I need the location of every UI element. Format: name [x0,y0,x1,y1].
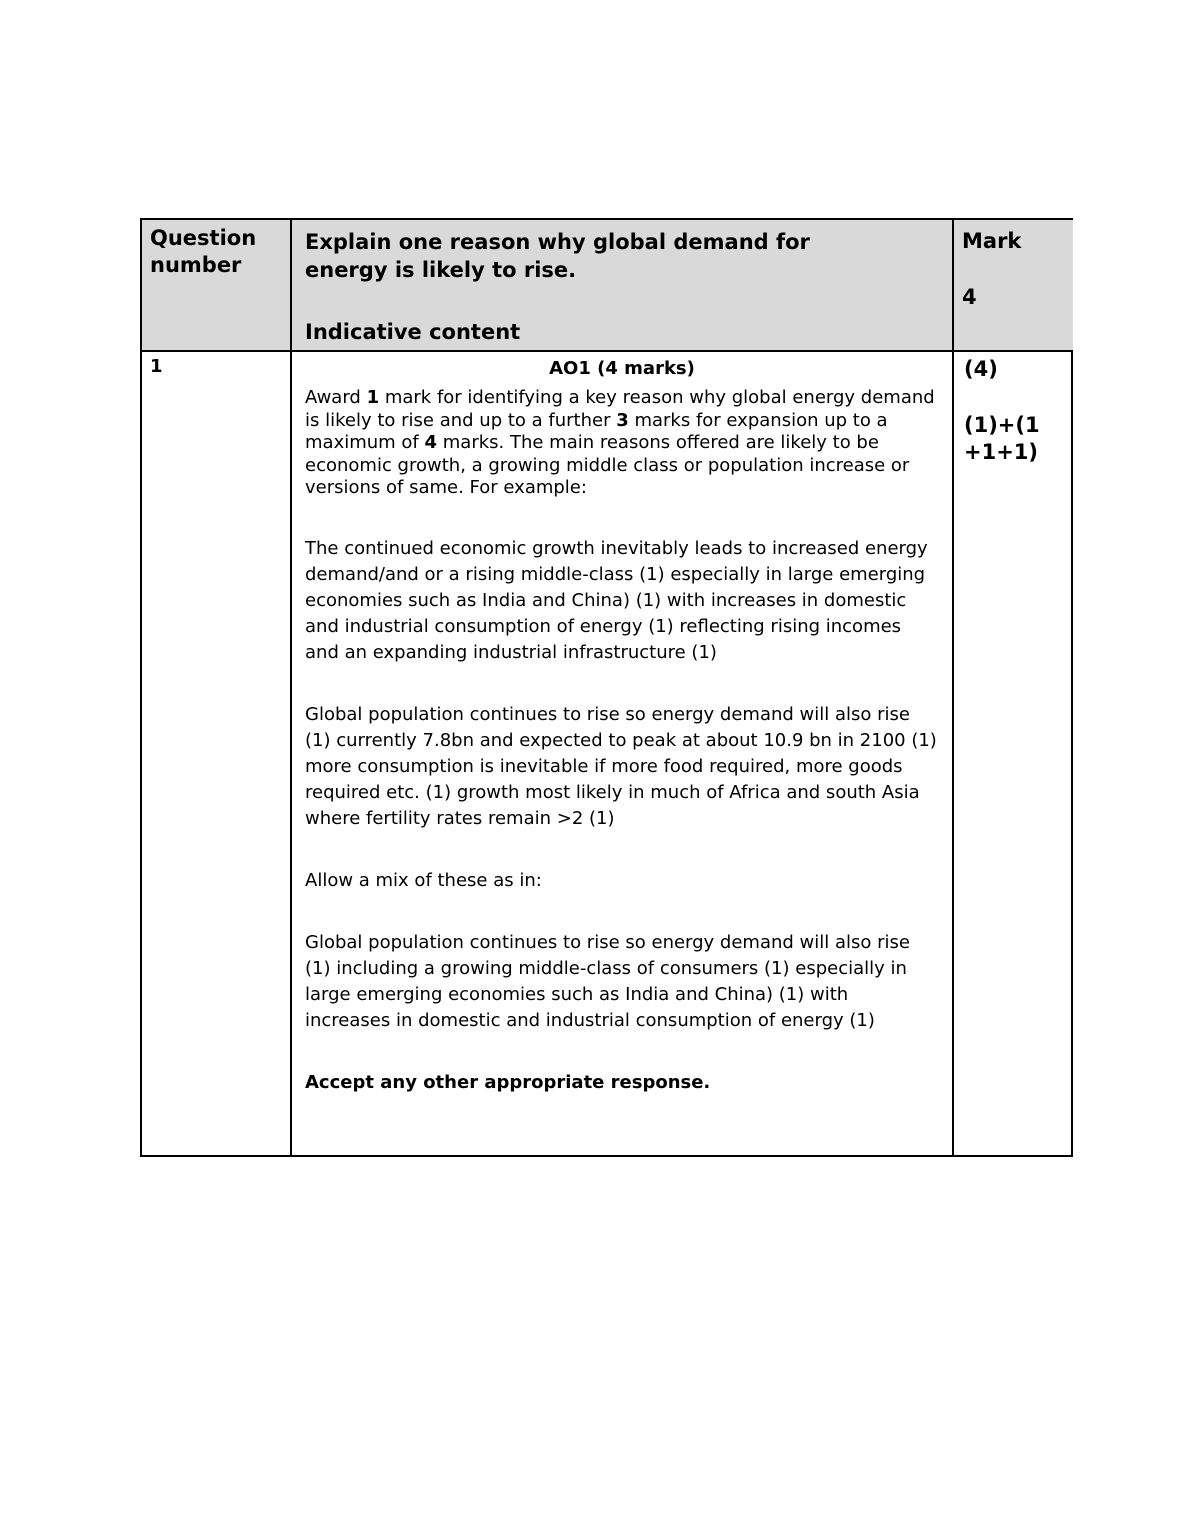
indicative-content-cell [292,352,954,1155]
question-header-cell [292,220,954,352]
indicative-paragraph: Accept any other appropriate response. [305,1071,711,1093]
mark-awarded-value: (4) [964,357,998,381]
indicative-paragraph: Allow a mix of these as in: [305,869,542,891]
indicative-paragraph: The continued economic growth inevitably leads to increased energy demand/and or a rising middle-class (1) especially in large emerging economies such as India and China) (1) with increases in domestic and industrial consumption of energy (1) reflecting rising incomes and an expanding industrial infrastructure (1) [305,537,928,663]
mark-scheme-table [140,218,1073,1157]
indicative-paragraph: Global population continues to rise so energy demand will also rise (1) including a growing middle-class of consumers (1) especially in large emerging economies such as India and China) (1) with increases in domestic and industrial consumption of energy (1) [305,931,910,1031]
mark-header-label: Mark [962,229,1022,253]
mark-breakdown [964,412,1067,466]
mark-breakdown-line: (1)+(1 [964,413,1040,437]
mark-total-value: 4 [962,285,977,309]
mark-breakdown-line: +1+1) [964,440,1039,464]
indicative-paragraph: Global population continues to rise so energy demand will also rise (1) currently 7.8bn and expected to peak at about 10.9 bn in 2100 (1) more consumption is inevitable if more food required, more goods required etc. (1) growth most likely in much of Africa and south Asia where fertility rates remain >2 (1) [305,703,937,829]
mark-header-cell [954,220,1073,352]
question-title: Explain one reason why global demand for energy is likely to rise. [305,230,810,282]
indicative-content-label: Indicative content [305,320,521,344]
question-number-cell: 1 [142,352,292,1155]
indicative-paragraphs [305,387,939,1096]
indicative-paragraph: Award 1 mark for identifying a key reason why global energy demand is likely to rise and up to a further 3 marks for expansion up to a maximum of 4 marks. The main reasons offered are likely to be economic growth, a growing middle class or population increase or versions of same. For example: [305,387,935,498]
question-number-header: Question number [142,220,292,352]
ao1-heading: AO1 (4 marks) [549,358,695,379]
mark-cell [954,352,1073,1155]
